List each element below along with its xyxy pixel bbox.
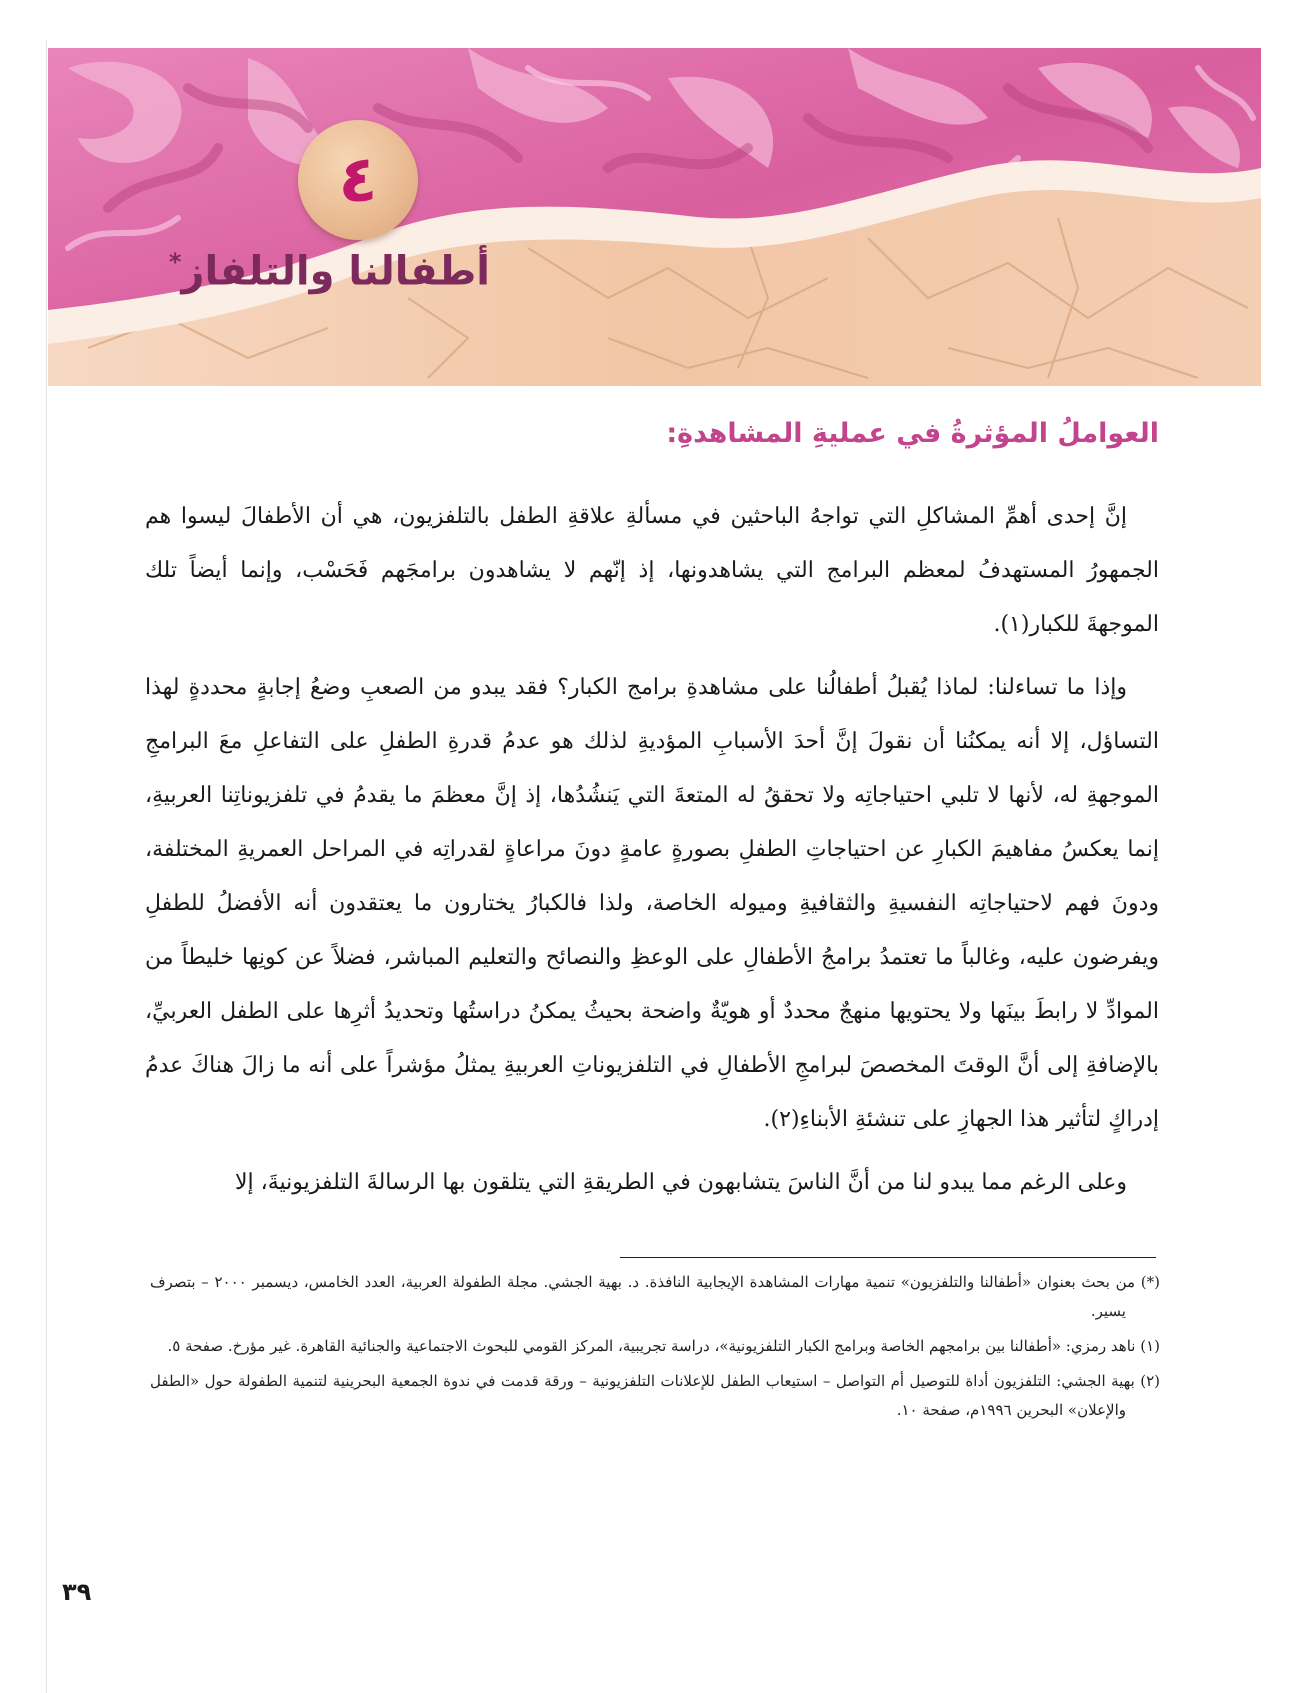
section-heading: العواملُ المؤثرةُ في عمليةِ المشاهدةِ:: [666, 418, 1159, 449]
chapter-title: [168, 248, 490, 295]
body-text: [145, 490, 1159, 1219]
banner-artwork: [48, 48, 1261, 386]
page-number: ٣٩: [62, 1578, 92, 1606]
paragraph-1: إنَّ إحدى أهمِّ المشاكلِ التي تواجهُ الباحثين في مسألةِ علاقةِ الطفل بالتلفزيون، هي أن الأطفالَ ليسوا هم الجمهورُ المستهدفُ لمعظم البرامج التي يشاهدونها، إذ إنّهم لا يشاهدون برامجَهم فَحَسْب، وإنما أيضاً تلك الموجهةَ للكبار(١).: [145, 504, 1159, 637]
footnote-2: (٢) بهية الجشي: التلفزيون أداة للتوصيل أم التواصل – استيعاب الطفل للإعلانات التلفزيونية – ورقة قدمت في ندوة الجمعية البحرينية لتنمية الطفولة حول «الطفل والإعلان» البحرين ١٩٩٦م، صفحة ١٠.: [150, 1372, 1160, 1419]
chapter-number: ٤: [338, 143, 378, 217]
chapter-banner: [48, 48, 1261, 386]
footnote-star: (*) من بحث بعنوان «أطفالنا والتلفزيون» تنمية مهارات المشاهدة الإيجابية النافذة. د. بهية الجشي. مجلة الطفولة العربية، العدد الخامس، ديسمبر ٢٠٠٠ – بتصرف يسير.: [150, 1273, 1160, 1320]
footnote-1: (١) ناهد رمزي: «أطفالنا بين برامجهم الخاصة وبرامج الكبار التلفزيونية»، دراسة تجريبية، المركز القومي للبحوث الاجتماعية والجنائية القاهرة. غير مؤرخ. صفحة ٥.: [167, 1337, 1160, 1355]
page-edge-line: [46, 40, 47, 1693]
paragraph-2: وإذا ما تساءلنا: لماذا يُقبلُ أطفالُنا على مشاهدةِ برامج الكبار؟ فقد يبدو من الصعبِ وضعُ إجابةٍ محددةٍ لهذا التساؤل، إلا أنه يمكنُنا أن نقولَ إنَّ أحدَ الأسبابِ المؤديةِ لذلك هو عدمُ قدرةِ الطفلِ على التفاعلِ معَ البرامجِ الموجهةِ له، لأنها لا تلبي احتياجاتِه ولا تحققُ له المتعةَ التي يَنشُدُها، إذ إنَّ معظمَ ما يقدمُ في تلفزيوناتِنا العربيةِ، إنما يعكسُ مفاهيمَ الكبارِ عن احتياجاتِ الطفلِ بصورةٍ عامةٍ دونَ مراعاةٍ لقدراتِه في المراحل العمريةِ المختلفة، ودونَ فهم لاحتياجاتِه النفسيةِ والثقافيةِ وميوله الخاصة، ولذا فالكبارُ يختارون ما يعتقدون أنه الأفضلُ للطفلِ ويفرضون عليه، وغالباً ما تعتمدُ برامجُ الأطفالِ على الوعظِ والنصائح والتعليم المباشر، فضلاً عن كونِها خليطاً من الموادِّ لا رابطَ بينَها ولا يحتويها منهجٌ محددٌ أو هويّةٌ واضحة بحيثُ يمكنُ دراستُها وتحديدُ أثرِها على الطفل العربيِّ، بالإضافةِ إلى أنَّ الوقتَ المخصصَ لبرامجِ الأطفالِ في التلفزيوناتِ العربيةِ يمثلُ مؤشراً على أنه ما زالَ هناكَ عدمُ إدراكٍ لتأثير هذا الجهازِ على تنشئةِ الأبناءِ(٢).: [145, 675, 1159, 1132]
footnote-divider: [620, 1257, 1156, 1258]
chapter-title-footnote-mark: *: [168, 248, 182, 276]
chapter-title-text: أطفالنا والتلفاز: [181, 248, 490, 295]
chapter-number-badge: [298, 120, 418, 240]
paragraph-3: وعلى الرغم مما يبدو لنا من أنَّ الناسَ يتشابهون في الطريقةِ التي يتلقون بها الرسالةَ التلفزيونيةَ، إلا: [235, 1170, 1127, 1195]
footnotes: [150, 1268, 1160, 1431]
